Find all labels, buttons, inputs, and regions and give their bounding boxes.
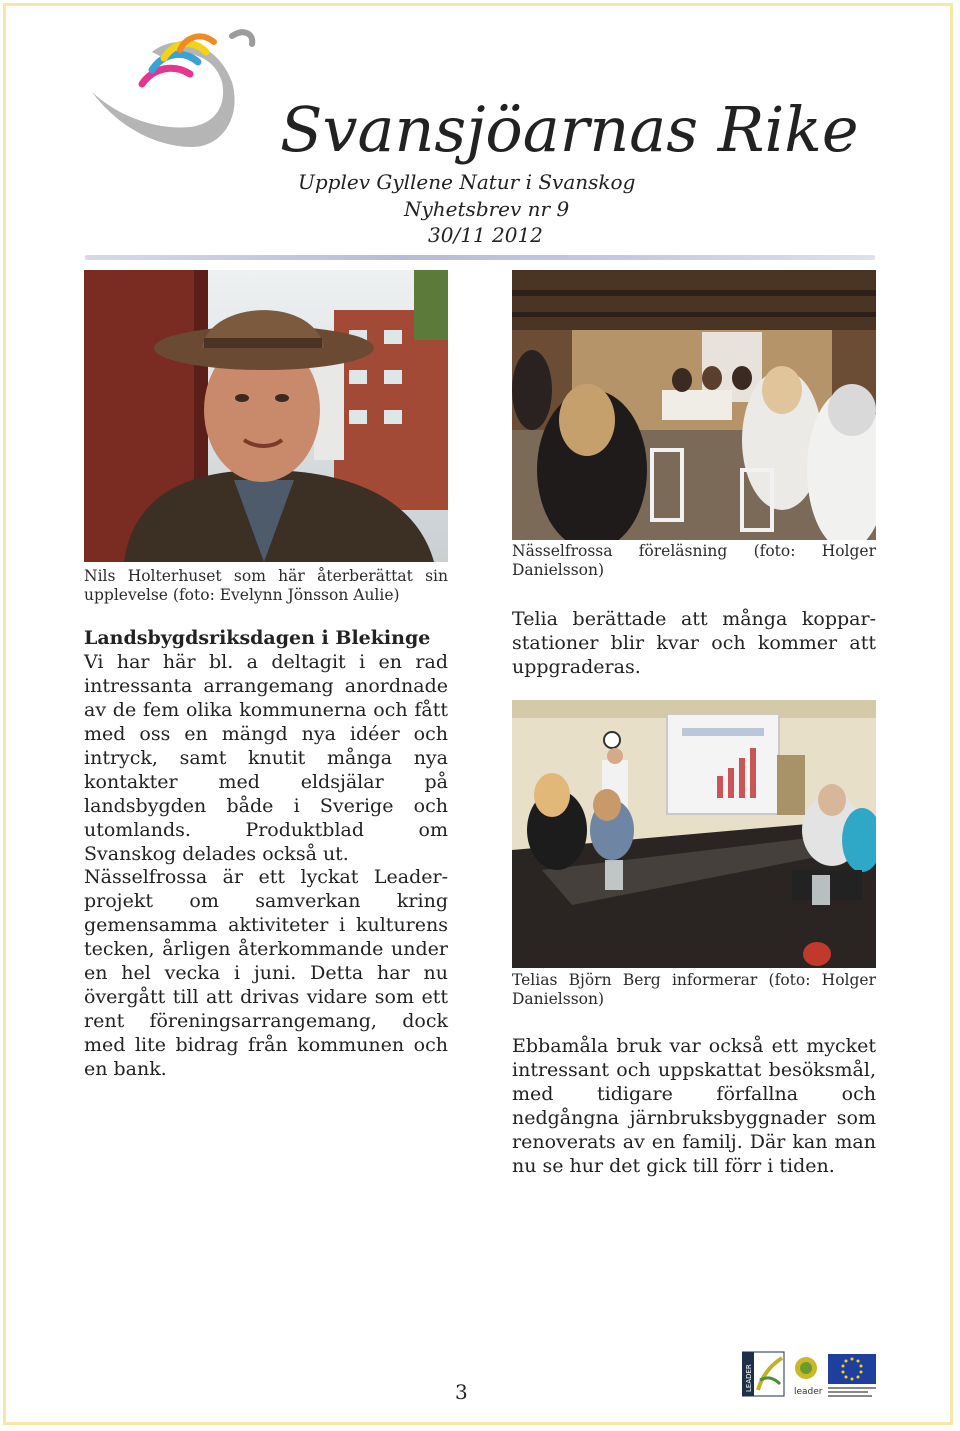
page-number: 3 <box>455 1380 468 1404</box>
paragraph-nasselfrossa: Nässelfrossa är ett lyckat Leader-projekt om samverkan kring gemensamma aktiviteter i kulturens tecken, årligen återkommande under en hel vecka i juni. Detta har nu övergått till att drivas vidare som ett rent föreningsarrangemang, dock med lite bidrag från kommunen och en bank. <box>84 866 448 1080</box>
photo-telia-presentation <box>512 700 876 968</box>
newsletter-subtitle: Upplev Gyllene Natur i Svanskog <box>298 170 636 194</box>
photo-nils-holterhuset <box>84 270 448 562</box>
photo-caption-right-1: Nässelfrossa föreläsning (foto: Holger Danielsson) <box>512 542 876 579</box>
photo-caption-left: Nils Holterhuset som här återberättat sin upplevelse (foto: Evelynn Jönsson Aulie) <box>84 567 448 604</box>
issue-date: 30/11 2012 <box>428 223 543 247</box>
paragraph-landsbygdsriksdagen: Vi har här bl. a deltagit i en rad intressanta arrangemang anordnade av de fem olika kommunerna och fått med oss en mängd nya idéer och intryck, samt knutit många nya kontakter med eldsjälar på landsbygden både i Sverige och utomlands. Produktblad om Svanskog delades också ut. <box>84 651 448 865</box>
paragraph-telia: Telia berättade att många koppar-stationer blir kvar och kommer att uppgraderas. <box>512 608 876 678</box>
photo-caption-right-2: Telias Björn Berg informerar (foto: Holger Danielsson) <box>512 971 876 1008</box>
leader-logo-text: LEADER <box>745 1364 753 1392</box>
section-heading: Landsbygdsriksdagen i Blekinge <box>84 627 431 649</box>
paragraph-ebbamala: Ebbamåla bruk var också ett mycket intressant och uppskattat besöksmål, med tidigare förfallna och nedgångna järnbruksbyggnader som renoverats av en familj. Där kan man nu se hur det gick till förr i tiden. <box>512 1035 876 1177</box>
swan-logo <box>82 22 262 162</box>
issue-number: Nyhetsbrev nr 9 <box>404 197 570 221</box>
newsletter-title: Svansjöarnas Rike <box>280 93 859 166</box>
header-divider <box>85 255 875 260</box>
vastra-leader-text: leader <box>794 1387 823 1397</box>
photo-nasselfrossa-lecture <box>512 270 876 540</box>
leader-eu-logos <box>742 1350 878 1398</box>
